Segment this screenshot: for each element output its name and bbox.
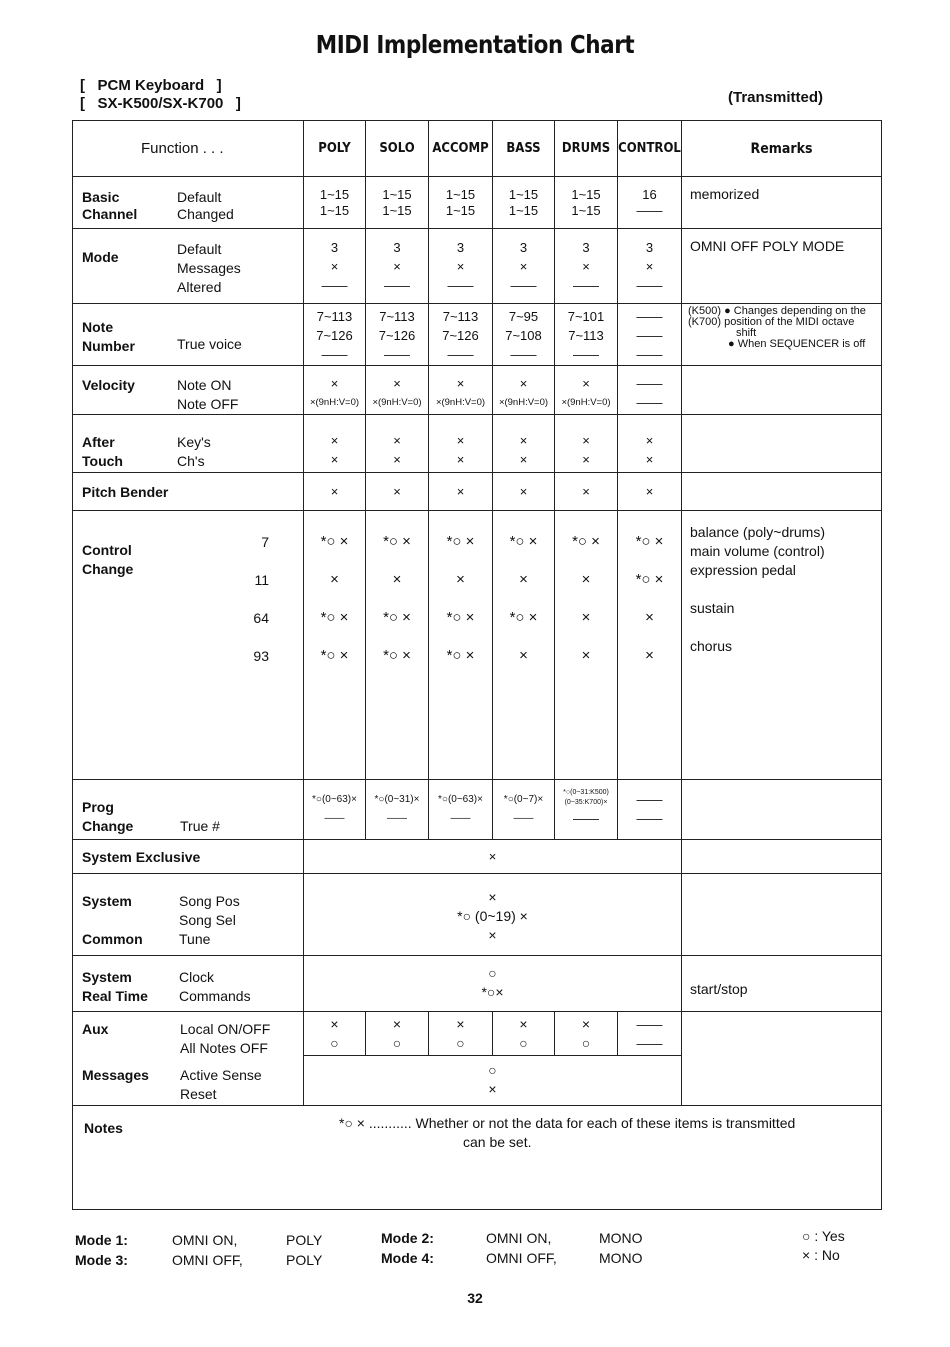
cell-value: × (582, 433, 590, 448)
velocity-label: Velocity (82, 377, 135, 393)
cell-value: × (618, 473, 682, 511)
cell-value: 1~15 (319, 203, 350, 218)
chs-label: Ch's (177, 453, 205, 469)
legend-mode4-mono: MONO (599, 1250, 643, 1266)
cell-value: × (581, 647, 591, 664)
cell-value: 1~15 (571, 187, 601, 202)
col-poly: POLY (304, 121, 366, 177)
real-time-label: Real Time (82, 988, 148, 1004)
cell-value: × (456, 1016, 465, 1032)
cell-value: × (330, 1016, 339, 1032)
mode-label: Mode (82, 249, 119, 265)
cc-number: 93 (253, 648, 269, 664)
cell-value: —— (321, 278, 348, 293)
legend-mode3-value: OMNI OFF, (172, 1252, 243, 1268)
cell-value: *○ × (383, 647, 411, 664)
active-sense-label: Active Sense (180, 1067, 262, 1083)
cell-value: —— (450, 813, 471, 824)
cell-value: 1~15 (445, 187, 476, 202)
cell-value: *○ × (446, 533, 475, 550)
pitch-bender-row (73, 473, 882, 511)
cell-value: *○ × (446, 609, 475, 626)
legend-yes: ○ : Yes (802, 1228, 845, 1244)
control-label: Control (82, 542, 132, 558)
cell-value: —— (447, 347, 474, 362)
cell-value: *○ × (320, 647, 349, 664)
cell-value: —— (513, 813, 534, 824)
cell-value: 1~15 (445, 203, 476, 218)
cell-value: × (330, 571, 339, 588)
all-notes-off-label: All Notes OFF (180, 1040, 268, 1056)
midi-chart-table (72, 120, 882, 1210)
legend-mode1-value: OMNI ON, (172, 1232, 238, 1248)
cell-value: 1~15 (319, 187, 350, 202)
cell-value: × (456, 259, 465, 274)
cell-value: × (330, 259, 339, 274)
true-number-label: True # (180, 818, 220, 834)
cell-value: —— (384, 278, 410, 293)
cell-value: 3 (393, 240, 401, 255)
cell-value: ×(9nH:V=0) (435, 397, 486, 408)
cc-number: 7 (261, 534, 269, 550)
cell-value: ○ (488, 965, 497, 981)
aux-row (73, 1012, 882, 1056)
legend-mode1: Mode 1: (75, 1232, 128, 1248)
cell-value: —— (636, 376, 663, 391)
cell-value: —— (510, 278, 537, 293)
cell-value: ○ (456, 1035, 465, 1051)
cell-value: × (582, 259, 590, 274)
cell-value: ×(9nH:V=0) (561, 397, 611, 408)
page-number: 32 (467, 1290, 483, 1306)
cell-value: × (488, 889, 497, 905)
cell-value: × (645, 259, 654, 274)
cell-value: × (581, 609, 591, 626)
cell-value: *○ × (320, 609, 349, 626)
cell-value: × (330, 452, 339, 467)
cell-value: —— (573, 278, 599, 293)
cell-value: × (304, 473, 366, 511)
cell-value: 3 (456, 240, 465, 255)
legend-no: × : No (802, 1247, 840, 1263)
cell-value: × (330, 376, 339, 391)
cell-value: —— (636, 278, 663, 293)
system-exclusive-row (73, 840, 882, 874)
cell-value: × (392, 571, 402, 588)
cell-value: 7~108 (505, 328, 542, 343)
cell-value: × (582, 452, 590, 467)
notes-row (73, 1106, 882, 1210)
cell-value: × (519, 647, 528, 664)
change-label: Change (82, 818, 134, 834)
cell-value: —— (636, 395, 663, 410)
col-drums: DRUMS (555, 121, 618, 177)
prog-label: Prog (82, 799, 114, 815)
tune-label: Tune (179, 931, 211, 947)
cell-value: × (393, 259, 401, 274)
cell-value: —— (447, 278, 474, 293)
cell-value: × (519, 571, 528, 588)
common-label: Common (82, 931, 143, 947)
cell-value: —— (636, 811, 663, 826)
model-line-2: [ SX-K500/SX-K700 ] (80, 95, 241, 112)
note-number-row (73, 304, 882, 366)
cell-value: —— (573, 811, 599, 826)
cell-value: ○ (581, 1035, 591, 1051)
cell-value: *○(0~31:K500)(0~35:K700)× (563, 789, 609, 806)
cell-value: 3 (582, 240, 590, 255)
cell-value: 7~113 (568, 328, 604, 343)
cell-value: ×(9nH:V=0) (309, 397, 360, 408)
legend-mode1-poly: POLY (286, 1232, 323, 1248)
cell-value: —— (510, 347, 537, 362)
local-onoff-label: Local ON/OFF (180, 1021, 271, 1037)
default-label: Default (177, 241, 222, 257)
cell-value: *○ × (635, 571, 664, 588)
cell-value: *○(0~63)× (312, 794, 357, 805)
cell-value: 7~126 (378, 328, 416, 343)
cc-remark: sustain (690, 600, 735, 616)
cell-value: *○(0~63)× (438, 794, 483, 805)
cc-remark: expression pedal (690, 562, 796, 578)
note-remark-2: (K700) position of the MIDI octave (688, 316, 855, 328)
cc-number: 64 (253, 610, 269, 626)
cell-value: —— (387, 813, 407, 824)
after-label: After (82, 434, 115, 450)
cell-value: —— (636, 203, 663, 218)
function-header: Function . . . (73, 121, 304, 177)
cell-value: × (393, 433, 401, 448)
notes-label: Notes (84, 1120, 123, 1136)
cell-value: 7~101 (567, 309, 605, 324)
cell-value: × (456, 433, 465, 448)
cell-value: *○ × (446, 647, 475, 664)
cell-value: —— (636, 1017, 663, 1032)
cell-value: 7~113 (379, 309, 415, 324)
cell-value: —— (324, 813, 345, 824)
pitch-bender-label: Pitch Bender (73, 473, 304, 511)
cell-value: ×(9nH:V=0) (498, 397, 549, 408)
cell-value: × (581, 1016, 591, 1032)
cell-value: *○ × (572, 533, 600, 550)
system-common-row (73, 874, 882, 956)
velocity-row (73, 366, 882, 415)
legend-mode4: Mode 4: (381, 1250, 434, 1266)
cell-value: × (582, 376, 590, 391)
legend-mode2-mono: MONO (599, 1230, 643, 1246)
cell-value: × (645, 452, 654, 467)
legend-mode3-poly: POLY (286, 1252, 323, 1268)
cell-value: *○(0~31)× (374, 794, 420, 805)
mode-remark: OMNI OFF POLY MODE (682, 229, 882, 304)
note-remark-1: (K500) ● Changes depending on the (688, 305, 866, 317)
cell-value: *○(0~7)× (503, 794, 544, 805)
cell-value: *○ × (635, 533, 664, 550)
cell-value: × (645, 609, 654, 626)
cell-value: × (456, 376, 465, 391)
cell-value: × (330, 433, 339, 448)
cc-remark: balance (poly~drums) (690, 524, 826, 540)
cell-value: × (456, 571, 465, 588)
note-remark-4: ● When SEQUENCER is off (728, 338, 866, 350)
cell-value: —— (636, 347, 663, 362)
cc-number: 11 (254, 572, 269, 588)
cell-value: —— (384, 347, 410, 362)
keys-label: Key's (177, 434, 211, 450)
channel-label: Channel (82, 206, 138, 222)
changed-label: Changed (177, 206, 234, 222)
legend-mode2: Mode 2: (381, 1230, 434, 1246)
after-touch-row (73, 415, 882, 473)
cell-value: × (456, 452, 465, 467)
cell-value: 7~126 (316, 328, 353, 343)
cell-value: —— (636, 792, 663, 807)
clock-label: Clock (179, 969, 215, 985)
cell-value: × (429, 473, 493, 511)
cell-value: 3 (330, 240, 339, 255)
true-voice-label: True voice (177, 336, 242, 352)
cell-value: —— (321, 347, 348, 362)
cell-value: × (393, 376, 401, 391)
cell-value: 3 (645, 240, 654, 255)
col-bass: BASS (493, 121, 555, 177)
cell-value: ○ (519, 1035, 528, 1051)
cell-value: × (366, 473, 429, 511)
cell-value: —— (573, 347, 599, 362)
note-off-label: Note OFF (177, 396, 239, 412)
notes-line-1: *○ × ........... Whether or not the data for each of these items is transmitted (339, 1115, 796, 1131)
altered-label: Altered (177, 279, 222, 295)
cell-value: 7~95 (508, 309, 539, 324)
cell-value: × (488, 927, 497, 943)
cell-value: × (392, 1016, 402, 1032)
header-row (73, 121, 882, 177)
cell-value: × (555, 473, 618, 511)
aux-label: Aux (82, 1021, 109, 1037)
remarks-header: Remarks (682, 121, 882, 177)
cell-value: × (519, 259, 528, 274)
touch-label: Touch (82, 453, 123, 469)
notes-line-2: can be set. (463, 1134, 532, 1150)
cell-value: 16 (642, 187, 657, 202)
cell-value: *○ × (509, 609, 538, 626)
cc-remark: main volume (control) (690, 543, 825, 559)
cell-value: —— (636, 1036, 663, 1051)
cell-value: × (645, 647, 654, 664)
cell-value: *○× (481, 984, 504, 1000)
cell-value: × (519, 376, 528, 391)
model-line-1: [ PCM Keyboard ] (80, 77, 222, 94)
cell-value: *○ (0~19) × (457, 908, 528, 924)
cell-value: × (304, 840, 682, 874)
cell-value: *○ × (509, 533, 538, 550)
basic-channel-row (73, 177, 882, 229)
change-label: Change (82, 561, 134, 577)
cell-value: ○ (330, 1035, 339, 1051)
basic-remark: memorized (682, 177, 882, 229)
cell-value: 1~15 (571, 203, 601, 218)
cell-value: *○ × (383, 533, 411, 550)
cell-value: × (645, 433, 654, 448)
cell-value: × (493, 473, 555, 511)
messages-label: Messages (177, 260, 241, 276)
system-label: System (82, 969, 132, 985)
col-accomp: ACCOMP (429, 121, 493, 177)
mode-row (73, 229, 882, 304)
cell-value: ○ (488, 1062, 497, 1078)
cell-value: —— (636, 328, 663, 343)
note-on-label: Note ON (177, 377, 232, 393)
cell-value: × (393, 452, 401, 467)
legend-mode3: Mode 3: (75, 1252, 128, 1268)
system-label: System (82, 893, 132, 909)
cell-value: 7~126 (442, 328, 479, 343)
commands-label: Commands (179, 988, 251, 1004)
cell-value: × (519, 1016, 528, 1032)
default-label: Default (177, 189, 222, 205)
cell-value: —— (636, 309, 663, 324)
basic-label: Basic (82, 189, 120, 205)
cell-value: 7~113 (442, 309, 479, 324)
cell-value: 1~15 (508, 203, 539, 218)
cell-value: 1~15 (382, 187, 412, 202)
note-remark-3: shift (736, 327, 757, 339)
system-realtime-row (73, 956, 882, 1012)
system-exclusive-label: System Exclusive (73, 840, 304, 874)
cell-value: ×(9nH:V=0) (372, 397, 422, 408)
song-pos-label: Song Pos (179, 893, 240, 909)
cell-value: *○ × (383, 609, 411, 626)
cell-value: *○ × (320, 533, 349, 550)
cell-value: × (581, 571, 591, 588)
messages-label: Messages (82, 1067, 149, 1083)
realtime-remark: start/stop (682, 956, 882, 1012)
legend-mode2-value: OMNI ON, (486, 1230, 552, 1246)
prog-change-row (73, 780, 882, 840)
cell-value: 7~113 (316, 309, 353, 324)
cell-value: × (488, 1081, 497, 1097)
cell-value: ○ (392, 1035, 402, 1051)
cell-value: × (519, 433, 528, 448)
number-label: Number (82, 338, 135, 354)
song-sel-label: Song Sel (179, 912, 236, 928)
cell-value: 1~15 (382, 203, 412, 218)
cell-value: 3 (519, 240, 528, 255)
reset-label: Reset (180, 1086, 217, 1102)
col-solo: SOLO (366, 121, 429, 177)
legend-mode4-value: OMNI OFF, (486, 1250, 557, 1266)
transmitted-label: (Transmitted) (728, 89, 824, 106)
col-control: CONTROL (618, 121, 682, 177)
note-label: Note (82, 319, 114, 335)
cell-value: 1~15 (508, 187, 539, 202)
page-title: MIDI Implementation Chart (315, 30, 635, 59)
cell-value: × (519, 452, 528, 467)
cc-remark: chorus (690, 638, 733, 654)
control-change-row (73, 511, 882, 780)
